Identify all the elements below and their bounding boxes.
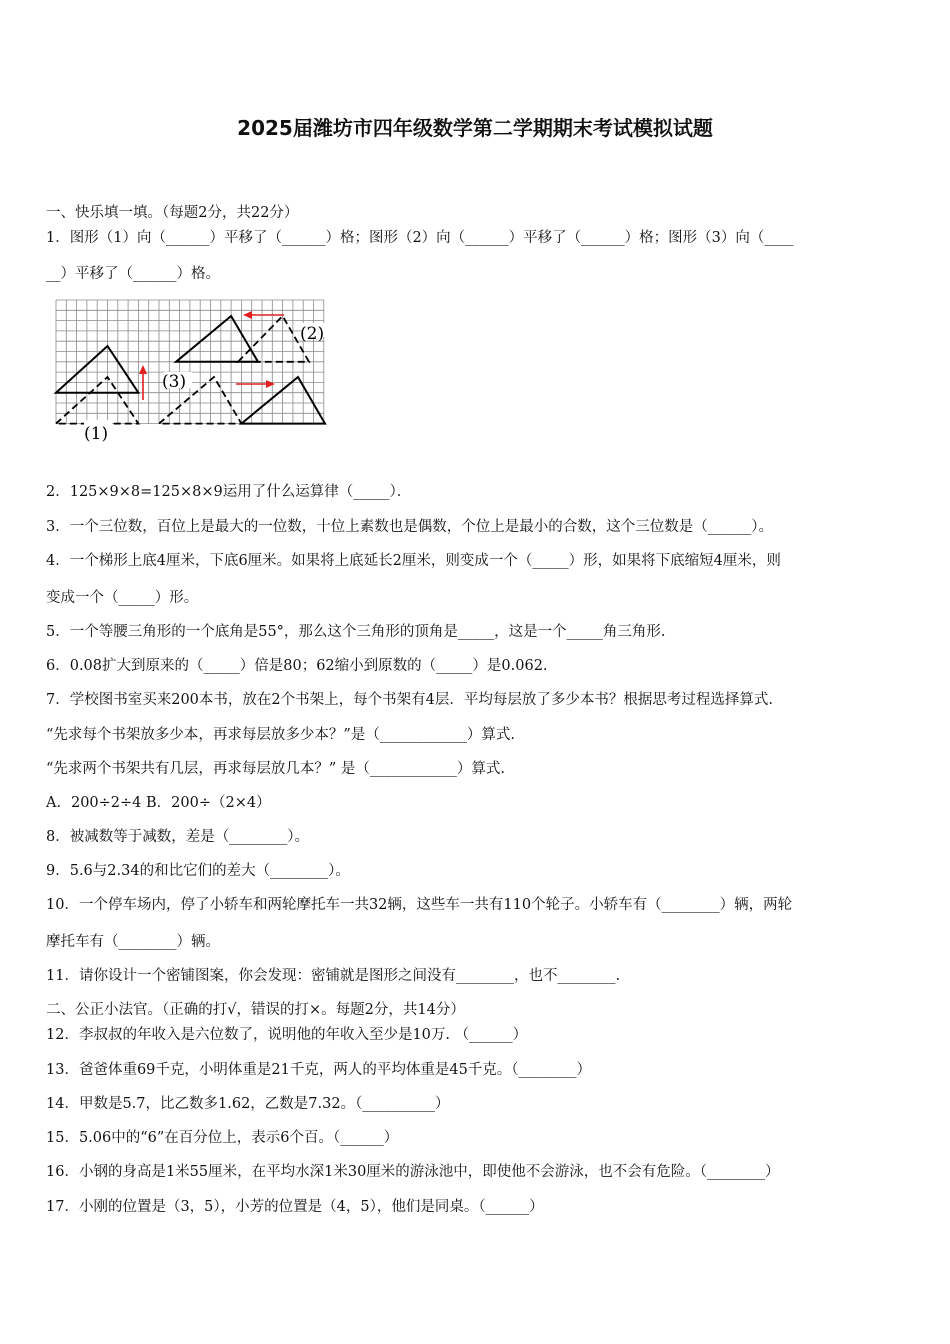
section-1-heading: 一、快乐填一填。（每题2分，共22分） (46, 205, 299, 221)
figure-label-2: (2) (300, 324, 325, 344)
question-11: 11．请你设计一个密铺图案，你会发现：密铺就是图形之间没有________，也不________. (46, 968, 621, 984)
question-10-line-1: 10．一个停车场内，停了小轿车和两轮摩托车一共32辆，这些车一共有110个轮子。小轿车有（________）辆，两轮 (46, 897, 793, 913)
triangle-2-solid (176, 316, 258, 362)
question-4-line-1: 4．一个梯形上底4厘米，下底6厘米。如果将上底延长2厘米，则变成一个（_____）形，如果将下底缩短4厘米，则 (46, 553, 781, 569)
question-1-line-2: __）平移了（______）格。 (46, 266, 220, 282)
question-6: 6．0.08扩大到原来的（_____）倍是80；62缩小到原数的（_____）是0.062. (46, 658, 548, 674)
question-16: 16．小钢的身高是1米55厘米，在平均水深1米30厘米的游泳池中，即使他不会游泳，也不会有危险。（________） (46, 1164, 780, 1180)
question-7-options: A．200÷2÷4 B．200÷（2×4） (46, 795, 271, 811)
question-15: 15．5.06中的“6”在百分位上，表示6个百。（______） (46, 1130, 399, 1146)
grid-svg (54, 298, 328, 444)
figure-label-3: (3) (162, 372, 187, 392)
question-10-line-2: 摩托车有（________）辆。 (46, 934, 220, 950)
triangle-2-dashed (238, 316, 309, 362)
section-2-heading: 二、公正小法官。（正确的打√，错误的打×。每题2分，共14分） (46, 1002, 465, 1018)
arrow-left-icon (243, 311, 284, 319)
question-7-line-2: “先求每个书架放多少本，再求每层放多少本？”是（____________）算式. (46, 727, 515, 743)
question-2: 2．125×9×8=125×8×9运用了什么运算律（_____）． (46, 484, 412, 500)
question-8: 8．被减数等于减数，差是（________）。 (46, 829, 309, 845)
question-9: 9．5.6与2.34的和比它们的差大（________）。 (46, 863, 350, 879)
translation-grid-figure (54, 298, 328, 444)
question-17: 17．小刚的位置是（3，5），小芳的位置是（4，5），他们是同桌。（______） (46, 1199, 544, 1215)
arrow-right-icon (236, 380, 275, 388)
question-3: 3．一个三位数，百位上是最大的一位数，十位上素数也是偶数，个位上是最小的合数，这个三位数是（______）。 (46, 519, 773, 535)
question-7-line-1: 7．学校图书室买来200本书，放在2个书架上，每个书架有4层．平均每层放了多少本书？根据思考过程选择算式. (46, 692, 773, 708)
question-12: 12．李叔叔的年收入是六位数了，说明他的年收入至少是10万. （______） (46, 1027, 528, 1043)
figure-label-1: (1) (84, 424, 109, 444)
question-1-line-1: 1．图形（1）向（______）平移了（______）格；图形（2）向（______）平移了（______）格；图形（3）向（____ (46, 230, 794, 246)
question-7-line-3: “先求两个书架共有几层，再求每层放几本？” 是（____________）算式. (46, 761, 506, 777)
question-4-line-2: 变成一个（_____）形。 (46, 590, 199, 606)
question-14: 14．甲数是5.7，比乙数多1.62，乙数是7.32。（__________） (46, 1096, 450, 1112)
question-13: 13．爸爸体重69千克，小明体重是21千克，两人的平均体重是45千克。（________） (46, 1062, 592, 1078)
question-5: 5．一个等腰三角形的一个底角是55°，那么这个三角形的顶角是_____，这是一个_____角三角形. (46, 624, 666, 640)
page-title: 2025届潍坊市四年级数学第二学期期末考试模拟试题 (237, 116, 713, 140)
